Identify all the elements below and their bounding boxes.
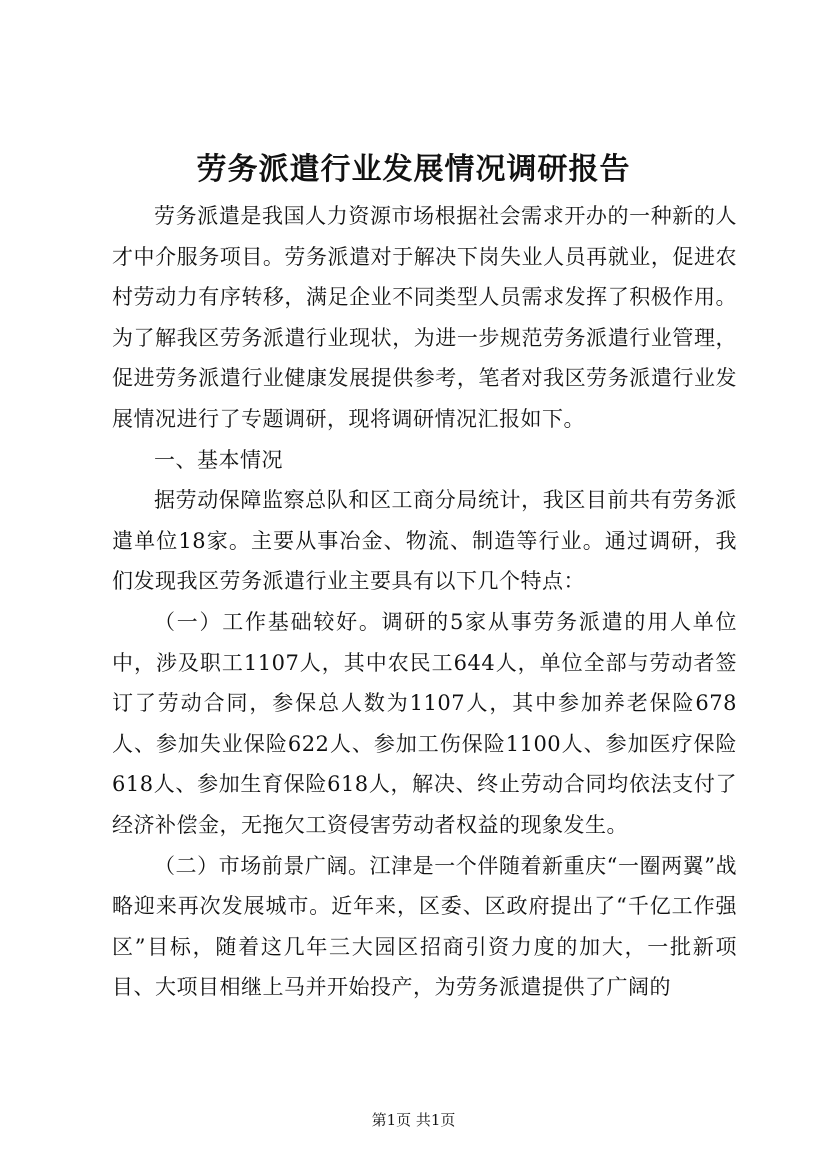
document-body (112, 196, 737, 1008)
paragraph-point-two: （二）市场前景广阔。江津是一个伴随着新重庆“一圈两翼”战略迎来再次发展城市。近年来，区委、区政府提出了“千亿工作强区”目标，随着这几年三大园区招商引资力度的加大，一批新项目、大项目相继上马并开始投产，为劳务派遣提供了广阔的 (112, 853, 737, 1000)
section-heading-basic-situation: 一、基本情况 (154, 447, 283, 472)
page-number-footer: 第1页 共1页 (371, 1111, 456, 1129)
paragraph-intro: 劳务派遣是我国人力资源市场根据社会需求开办的一种新的人才中介服务项目。劳务派遣对于解决下岗失业人员再就业，促进农村劳动力有序转移，满足企业不同类型人员需求发挥了积极作用。为了解我区劳务派遣行业现状，为进一步规范劳务派遣行业管理，促进劳务派遣行业健康发展提供参考，笔者对我区劳务派遣行业发展情况进行了专题调研，现将调研情况汇报如下。 (112, 204, 737, 431)
document-title: 劳务派遣行业发展情况调研报告 (196, 152, 631, 187)
paragraph-point-one: （一）工作基础较好。调研的5家从事劳务派遣的用人单位中，涉及职工1107人，其中农民工644人，单位全部与劳动者签订了劳动合同，参保总人数为1107人，其中参加养老保险678人、参加失业保险622人、参加工伤保险1100人、参加医疗保险618人、参加生育保险618人，解决、终止劳动合同均依法支付了经济补偿金，无拖欠工资侵害劳动者权益的现象发生。 (112, 609, 737, 837)
paragraph-statistics: 据劳动保障监察总队和区工商分局统计，我区目前共有劳务派遣单位18家。主要从事冶金、物流、制造等行业。通过调研，我们发现我区劳务派遣行业主要具有以下几个特点： (112, 488, 737, 594)
